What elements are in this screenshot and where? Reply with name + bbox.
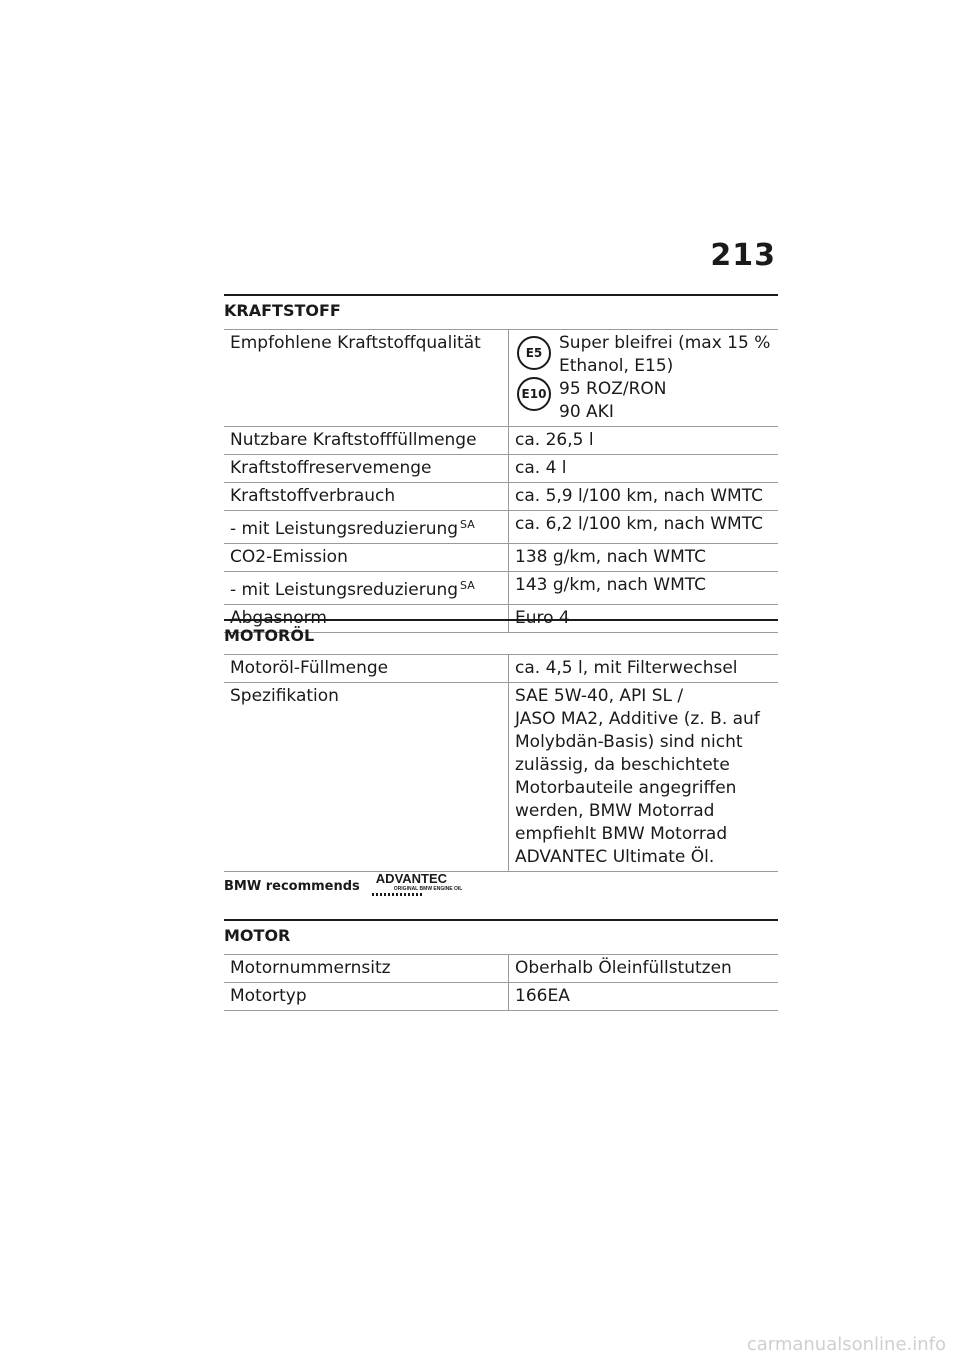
recommends-text: BMW recommends xyxy=(224,878,360,894)
engine-section-title: MOTOR xyxy=(224,919,778,954)
table-row: Kraftstoffverbrauch ca. 5,9 l/100 km, nach WMTC xyxy=(224,483,778,511)
table-row: - mit Leistungsreduzierung $^{SA}$ 143 g/km, nach WMTC xyxy=(224,572,778,605)
e10-fuel-icon: E10 xyxy=(517,377,551,411)
sa-footnote-mark: SA xyxy=(460,579,475,592)
engine-section xyxy=(224,919,778,1011)
advantec-logo: ADVANTEC ORIGINAL BMW ENGINE OIL xyxy=(370,871,470,901)
oil-spec-value: SAE 5W-40, API SL / JASO MA2, Additive (z. B. auf Molybdän-Basis) sind nicht zulässig, da beschichtete Motorbauteile angegriffen werden, BMW Motorrad empfiehlt BMW Motorrad ADVANTEC Ultimate Öl. xyxy=(509,683,779,872)
oil-section xyxy=(224,619,778,872)
table-row: Kraftstoffreservemenge ca. 4 l xyxy=(224,455,778,483)
table-row: - mit Leistungsreduzierung $^{SA}$ ca. 6,2 l/100 km, nach WMTC xyxy=(224,511,778,544)
table-row: Motortyp 166EA xyxy=(224,983,778,1011)
table-row: Motoröl-Füllmenge ca. 4,5 l, mit Filterwechsel xyxy=(224,655,778,683)
fuel-quality-label: Empfohlene Kraftstoffqualität xyxy=(224,330,509,427)
oil-section-title: MOTORÖL xyxy=(224,619,778,654)
oil-table xyxy=(224,654,778,872)
table-row: Motornummernsitz Oberhalb Öleinfüllstutzen xyxy=(224,955,778,983)
bmw-recommends xyxy=(224,872,470,900)
fuel-table xyxy=(224,329,778,633)
watermark: carmanualsonline.info xyxy=(746,1334,946,1355)
engine-table xyxy=(224,954,778,1011)
e5-fuel-icon: E5 xyxy=(517,336,551,370)
table-row: Spezifikation SAE 5W-40, API SL / JASO MA2, Additive (z. B. auf Molybdän-Basis) sind nicht zulässig, da beschichtete Motorbauteile angegriffen werden, BMW Motorrad empfiehlt BMW Motorrad ADVANTEC Ultimate Öl. xyxy=(224,683,778,872)
fuel-section-title: KRAFTSTOFF xyxy=(224,294,778,329)
table-row xyxy=(224,330,778,427)
fuel-section xyxy=(224,294,778,633)
sa-footnote-mark: SA xyxy=(460,518,475,531)
page-number: 213 xyxy=(710,238,776,273)
table-row: CO2-Emission 138 g/km, nach WMTC xyxy=(224,544,778,572)
fuel-quality-value: Super bleifrei (max 15 % Ethanol, E15) 95 ROZ/RON 90 AKI xyxy=(559,333,771,422)
table-row: Nutzbare Kraftstofffüllmenge ca. 26,5 l xyxy=(224,427,778,455)
table-row: Abgasnorm Euro 4 xyxy=(224,605,778,633)
